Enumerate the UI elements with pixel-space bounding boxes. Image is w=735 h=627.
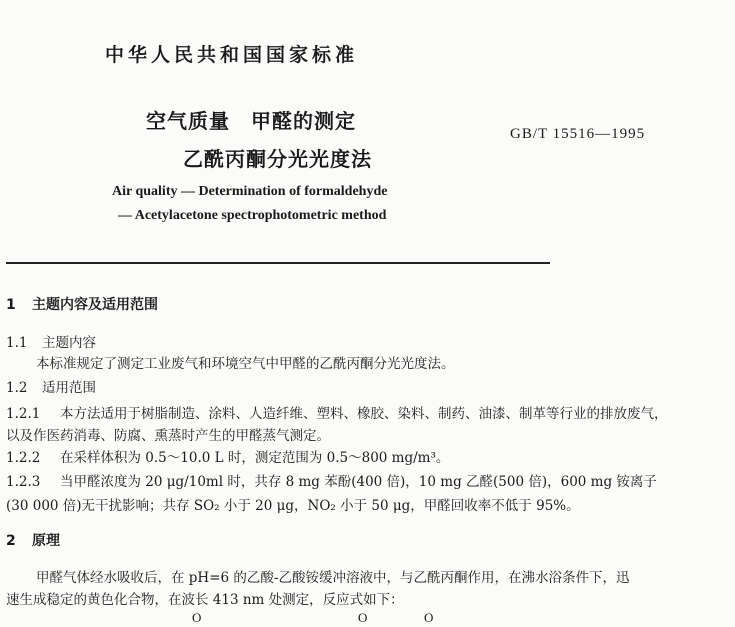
section-number: 1.2	[6, 380, 28, 396]
section-1-2-3-line-1	[6, 470, 657, 490]
section-1-2-3-line-2: (30 000 倍)无干扰影响；共存 SO₂ 小于 20 μg，NO₂ 小于 50 μg，甲醛回收率不低于 95%。	[6, 498, 580, 514]
section-number: 1.2.2	[6, 450, 41, 466]
section-title: 适用范围	[42, 380, 96, 396]
section-number: 2	[6, 533, 16, 549]
section-title: 主题内容及适用范围	[32, 297, 158, 313]
paragraph-text: 在采样体积为 0.5～10.0 L 时，测定范围为 0.5～800 mg/m³。	[60, 450, 450, 466]
section-1-2-2-line-1	[6, 446, 449, 466]
formula-oxygen-mark: O	[192, 610, 202, 625]
english-title-line-1: Air quality — Determination of formaldehyde	[112, 184, 388, 199]
section-title: 原理	[32, 533, 60, 549]
section-number: 1.2.3	[6, 474, 41, 490]
title-line-2: 乙酰丙酮分光光度法	[183, 147, 372, 171]
section-2-heading	[6, 530, 60, 550]
standard-code: GB/T 15516—1995	[510, 126, 646, 142]
standard-name: 中华人民共和国国家标准	[105, 44, 359, 66]
paragraph-text: 当甲醛浓度为 20 μg/10ml 时，共存 8 mg 苯酚(400 倍)，10 mg 乙醛(500 倍)，600 mg 铵离子	[60, 474, 657, 490]
formula-oxygen-mark: O	[424, 610, 434, 625]
section-1-2-1-line-2: 以及作医药消毒、防腐、熏蒸时产生的甲醛蒸气测定。	[6, 428, 330, 444]
section-title: 主题内容	[42, 335, 96, 351]
section-1-1-text: 本标准规定了测定工业废气和环境空气中甲醛的乙酰丙酮分光光度法。	[36, 356, 455, 372]
section-number: 1	[6, 297, 16, 313]
section-1-2-heading	[6, 376, 96, 396]
formula-oxygen-mark: O	[358, 610, 368, 625]
header-divider	[6, 262, 550, 264]
section-2-line-1: 甲醛气体经水吸收后，在 pH=6 的乙酸-乙酸铵缓冲溶液中，与乙酰丙酮作用，在沸水浴条件下，迅	[36, 570, 630, 586]
section-1-heading	[6, 294, 158, 314]
section-number: 1.1	[6, 335, 28, 351]
section-2-line-2: 速生成稳定的黄色化合物，在波长 413 nm 处测定，反应式如下：	[6, 592, 404, 608]
english-title-line-2: — Acetylacetone spectrophotometric method	[118, 208, 387, 223]
section-number: 1.2.1	[6, 406, 41, 422]
paragraph-text: 本方法适用于树脂制造、涂料、人造纤维、塑料、橡胶、染料、制药、油漆、制革等行业的排放废气，	[60, 406, 668, 422]
section-1-2-1-line-1	[6, 402, 668, 422]
title-line-1: 空气质量 甲醛的测定	[146, 109, 356, 133]
section-1-1-heading	[6, 331, 96, 351]
